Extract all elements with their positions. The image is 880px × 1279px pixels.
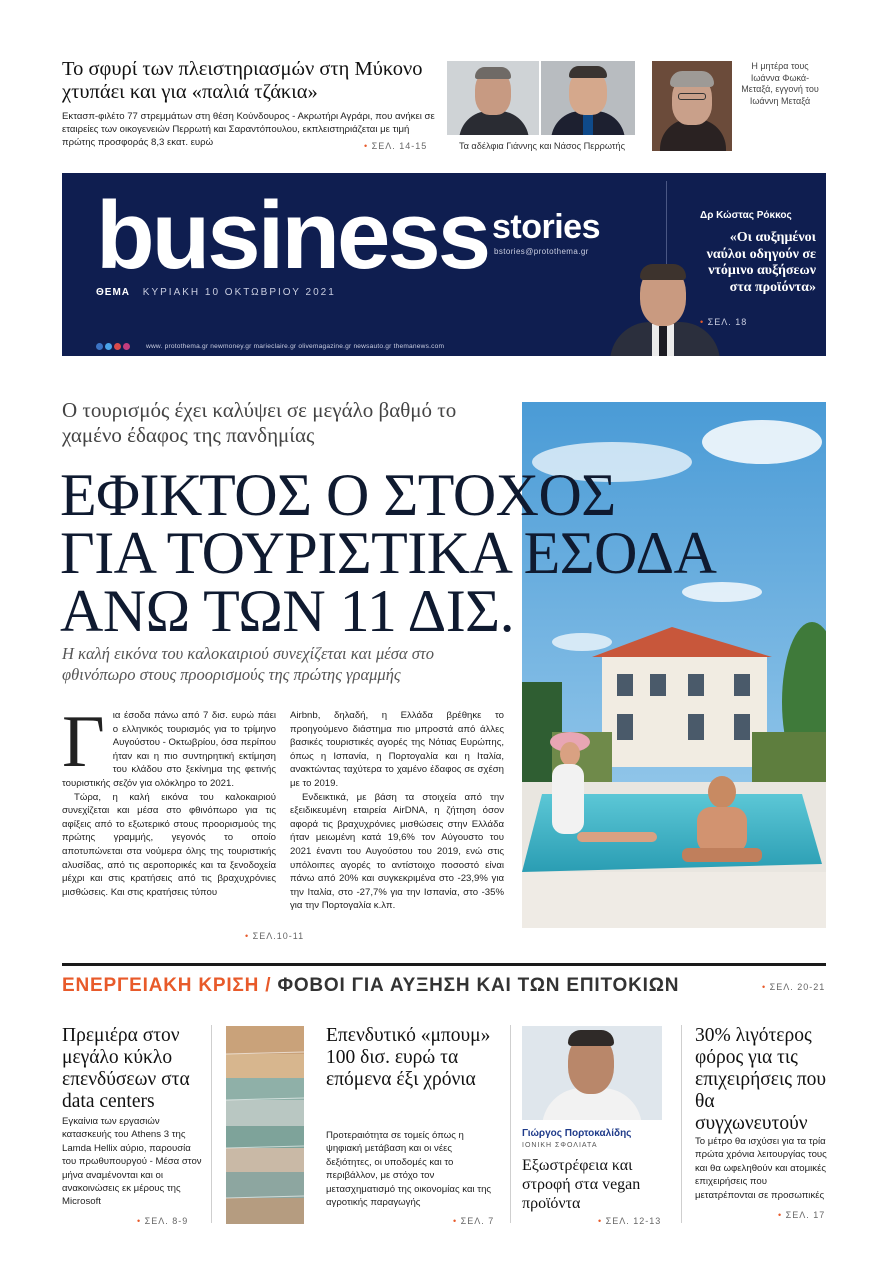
main-column-1: [62, 701, 276, 899]
brother-photo-left: [447, 61, 539, 135]
instagram-icon[interactable]: [123, 343, 130, 350]
bottom-b-page-ref: [453, 1216, 494, 1226]
main-col1-p2: Τώρα, η καλή εικόνα του καλοκαιριού συνεχίζεται και μέσα στο φθινόπωρο για τις αφίξεις από το εξωτερικό στους προορισμούς της πρώτης γραμμής, γεγονός το οποίο αποτυπώνεται στα νούμερα όλης της τουριστικής αλυσίδας, από τις αεροπορικές και τα ξενοδοχεία μέχρι και στις κρατήσεις από τις βραχυχρόνιες μισθώσεις. Και στις κρατήσεις τύπου: [62, 791, 276, 898]
youtube-icon[interactable]: [114, 343, 121, 350]
bullet-icon: •: [778, 1210, 783, 1220]
bottom-c-page-ref: [598, 1216, 661, 1226]
mother-photo-caption: Η μητέρα τους Ιωάννα Φωκά-Μεταξά, εγγονή του Ιωάννη Μεταξά: [741, 61, 819, 106]
banner-page-ref: [762, 982, 825, 992]
masthead-date: ΚΥΡΙΑΚΗ 10 ΟΚΤΩΒΡΙΟΥ 2021: [142, 287, 336, 298]
bottom-c-company: ΙΟΝΙΚΗ ΣΦΟΛΙΑΤΑ: [522, 1142, 598, 1149]
column-divider: [211, 1025, 212, 1223]
bottom-a-headline[interactable]: Πρεμιέρα στον μεγάλο κύκλο επενδύσεων στα data centers: [62, 1025, 190, 1112]
bottom-d-page-ref: [778, 1210, 825, 1220]
brother-photo-right: [541, 61, 635, 135]
masthead-logo[interactable]: business: [96, 182, 489, 289]
banner-page-ref-text: ΣΕΛ. 20-21: [769, 982, 826, 992]
masthead-logo-sub: stories: [492, 208, 600, 246]
bullet-icon: •: [700, 317, 705, 327]
bullet-icon: •: [364, 141, 369, 151]
main-column-2: [290, 709, 504, 913]
bullet-icon: •: [453, 1216, 458, 1226]
main-headline[interactable]: [60, 462, 840, 644]
top-story-headline[interactable]: Το σφυρί των πλειστηριασμών στη Μύκονο χτυπάει και για «παλιά τζάκια»: [62, 58, 423, 103]
main-col2-p2: Ενδεικτικά, με βάση τα στοιχεία από την εξειδικευμένη εταιρεία AirDNA, η ζήτηση όσον αφορά τις βραχυχρόνιες μισθώσεις στην Ελλάδα ήταν μειωμένη κατά 19,6% τον Αύγουστο του 2021 έναντι του Αυγούστου του 2019, ενώ στις υπόλοιπες αγορές το αντίστοιχο ποσοστό είναι πάνω από 20% και συγκεκριμένα στο -23,9% για την Ιταλία, στο -27,7% για την Ισπανία, στο -35% για την Πορτογαλία κ.λπ.: [290, 791, 504, 912]
top-story-text: Εκτασπ-φιλέτο 77 στρεμμάτων στη θέση Κούνδουρος - Ακρωτήρι Αγράρι, που ανήκει σε εταιρείες των οικογενειών Περρωτή και Σαραντόπουλου, εκπλειστηριάζεται με τιμή πρώτης προσφοράς 8,3 εκατ. ευρώ: [62, 111, 435, 148]
bullet-icon: •: [137, 1216, 142, 1226]
banner-topic: ΕΝΕΡΓΕΙΑΚΗ ΚΡΙΣΗ: [62, 975, 260, 996]
main-headline-line3: ΑΝΩ ΤΩΝ 11 ΔΙΣ.: [60, 578, 515, 644]
main-page-ref-text: ΣΕΛ.10-11: [252, 931, 305, 941]
bottom-c-author: Γιώργος Πορτοκαλίδης: [522, 1128, 632, 1139]
bullet-icon: •: [245, 931, 250, 941]
bottom-c-page-ref-text: ΣΕΛ. 12-13: [605, 1216, 662, 1226]
main-headline-line2: ΓΙΑ ΤΟΥΡΙΣΤΙΚΑ ΕΣΟΔΑ: [60, 520, 717, 586]
banknotes-illustration: [226, 1026, 304, 1224]
bottom-d-page-ref-text: ΣΕΛ. 17: [785, 1210, 826, 1220]
top-story-page-ref-text: ΣΕΛ. 14-15: [371, 141, 428, 151]
masthead-sites[interactable]: www. protothema.gr newmoney.gr marieclaire.gr olivemagazine.gr newsauto.gr themanews.com: [146, 343, 445, 350]
twitter-icon[interactable]: [105, 343, 112, 350]
bottom-c-headline[interactable]: Εξωστρέφεια και στροφή στα vegan προϊόντα: [522, 1157, 641, 1212]
bottom-a-text: Εγκαίνια των εργασιών κατασκευής του Athens 3 της Lamda Hellix αύριο, παρουσία του πρωθυπουργού - Μέσα στον μήνα αναμένονται και οι ανακοινώσεις εκ μέρους της Microsoft: [62, 1116, 202, 1208]
banknotes-photo: [226, 1026, 304, 1224]
masthead-email[interactable]: bstories@protothema.gr: [494, 247, 589, 256]
bottom-a-page-ref: [137, 1216, 188, 1226]
bottom-a-page-ref-text: ΣΕΛ. 8-9: [144, 1216, 189, 1226]
brothers-photo-caption: Τα αδέλφια Γιάννης και Νάσος Περρωτής: [458, 141, 626, 151]
portokalidis-photo: [522, 1026, 662, 1120]
masthead-quote[interactable]: «Οι αυξημένοι ναύλοι οδηγούν σε ντόμινο αυξήσεων στα προϊόντα»: [706, 230, 816, 295]
masthead-date-line: [96, 287, 336, 298]
banner-rule: [62, 963, 826, 966]
main-page-ref: [245, 931, 304, 941]
mother-photo: [652, 61, 732, 151]
bottom-b-text: Προτεραιότητα σε τομείς όπως η ψηφιακή μετάβαση και οι νέες δεξιότητες, οι υποδομές και το περιβάλλον, με στόχο τον μετασχηματισμό της οικονομίας και της αγροτικής παραγωγής: [326, 1130, 492, 1209]
bottom-d-headline[interactable]: 30% λιγότερος φόρος για τις επιχειρήσεις που θα συγχωνευτούν: [695, 1025, 827, 1134]
bullet-icon: •: [598, 1216, 603, 1226]
masthead-page-ref-text: ΣΕΛ. 18: [707, 317, 748, 327]
main-col2-p1: Airbnb, δηλαδή, η Ελλάδα βρέθηκε το προηγούμενο διάστημα πιο μπροστά από άλλες βασικές τουριστικές αγορές της Νότιας Ευρώπης, όπως η Ισπανία, η Πορτογαλία και η Ιταλία, ανακτώντας ταχύτερα το χαμένο έδαφος σε σχέση με το 2019.: [290, 710, 504, 789]
bottom-b-headline[interactable]: Επενδυτικό «μπουμ» 100 δισ. ευρώ τα επόμενα έξι χρόνια: [326, 1025, 491, 1090]
main-col1-p1: ια έσοδα πάνω από 7 δισ. ευρώ πάει ο ελληνικός τουρισμός για το τρίμηνο Αυγούστου - Οκτωβρίου, όσα περίπου ήταν και η πιο συντηρητική εκτίμηση του κλάδου στο ξεκίνημα της φετινής τουριστικής σεζόν για ολόκληρο το 2021.: [62, 710, 276, 789]
banner-text: ΦΟΒΟΙ ΓΙΑ ΑΥΞΗΣΗ ΚΑΙ ΤΩΝ ΕΠΙΤΟΚΙΩΝ: [277, 975, 680, 996]
column-divider: [681, 1025, 682, 1223]
masthead-brand: ΘΕΜΑ: [96, 287, 130, 298]
bullet-icon: •: [762, 982, 767, 992]
main-kicker: Ο τουρισμός έχει καλύψει σε μεγάλο βαθμό το χαμένο έδαφος της πανδημίας: [62, 398, 457, 447]
main-subhead: Η καλή εικόνα του καλοκαιριού συνεχίζεται και μέσα στο φθινόπωρο στους προορισμούς της πρώτης γραμμής: [62, 644, 435, 684]
column-divider: [510, 1025, 511, 1223]
masthead-author: Δρ Κώστας Ρόκκος: [700, 210, 792, 221]
top-story-page-ref: [364, 141, 427, 151]
facebook-icon[interactable]: [96, 343, 103, 350]
bottom-b-page-ref-text: ΣΕΛ. 7: [460, 1216, 495, 1226]
author-portrait: [602, 262, 724, 356]
bottom-d-text: Το μέτρο θα ισχύσει για τα τρία πρώτα χρόνια λειτουργίας τους και θα ωφεληθούν και ατομικές επιχειρήσεις που μετατρέπονται σε προσωπικές: [695, 1136, 827, 1201]
main-dropcap: Γ: [62, 701, 105, 783]
energy-banner[interactable]: [62, 975, 679, 997]
banner-separator: /: [265, 975, 272, 996]
main-headline-line1: ΕΦΙΚΤΟΣ Ο ΣΤΟΧΟΣ: [60, 462, 616, 528]
